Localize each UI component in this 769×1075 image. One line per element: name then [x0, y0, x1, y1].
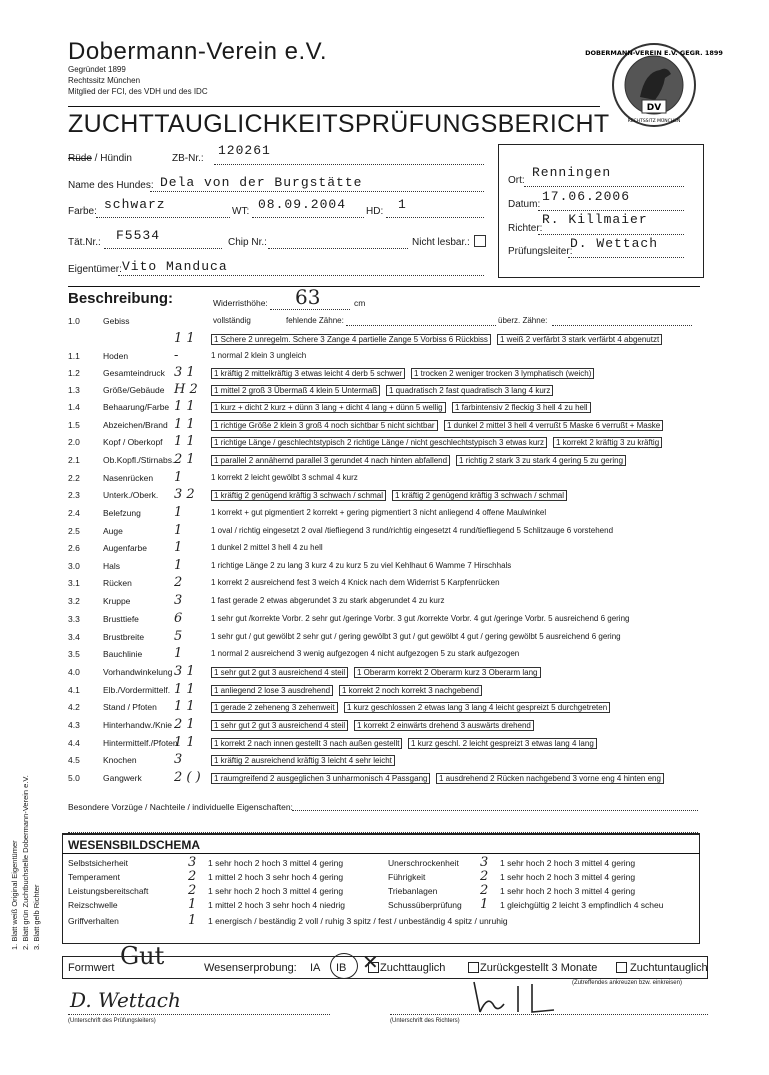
temperament-trait-options: 1 sehr hoch 2 hoch 3 mittel 4 gering	[500, 886, 636, 896]
row-handwritten-mark: 1 1	[174, 417, 195, 432]
female-option: / Hündin	[91, 153, 132, 164]
row-number: 3.5	[68, 649, 80, 659]
exam-leader-signature-label: (Unterschrift des Prüfungsleiters)	[68, 1018, 156, 1024]
owner-label: Eigentümer:	[68, 264, 122, 275]
row-options-secondary: 1 kräftig 2 genügend kräftig 3 schwach / schmal	[392, 490, 567, 501]
row-number: 2.2	[68, 473, 80, 483]
form-value-label: Formwert	[68, 962, 115, 974]
temperament-trait-mark: 1	[480, 897, 489, 912]
row-options-secondary: 1 korrekt 2 einwärts drehend 3 auswärts drehend	[354, 720, 534, 731]
temperament-trait-label: Leistungsbereitschaft	[68, 886, 149, 896]
row-number: 3.2	[68, 596, 80, 606]
tattoo-label: Tät.Nr.:	[68, 237, 101, 248]
temperament-trait-options: 1 mittel 2 hoch 3 sehr hoch 4 gering	[208, 872, 344, 882]
color-value: schwarz	[104, 197, 166, 212]
row-handwritten-mark: 1	[174, 505, 183, 520]
row-options-secondary: 1 korrekt 2 noch korrekt 3 nachgebend	[339, 685, 482, 696]
missing-teeth-label: fehlende Zähne:	[286, 316, 344, 325]
temperament-trait-label: Unerschrockenheit	[388, 858, 459, 868]
temperament-trait-options: 1 sehr hoch 2 hoch 3 mittel 4 gering	[500, 858, 636, 868]
extra-teeth-label: überz. Zähne:	[498, 316, 548, 325]
row-options-primary: 1 gerade 2 zeheneng 3 zehenweit	[211, 702, 338, 713]
row-number: 2.4	[68, 508, 80, 518]
row-number: 4.4	[68, 738, 80, 748]
deferred-checkbox[interactable]	[468, 962, 479, 973]
row-options-primary: 1 korrekt 2 leicht gewölbt 3 schmal 4 kurz	[211, 473, 358, 482]
chip-line	[268, 236, 408, 249]
row-label: Hintermittelf./Pfoten	[103, 738, 178, 748]
judge-label: Richter:	[508, 223, 543, 234]
row-label: Unterk./Oberk.	[103, 490, 159, 500]
row-label: Hals	[103, 561, 121, 571]
row-number: 4.0	[68, 667, 80, 677]
row-handwritten-mark: 1	[174, 646, 183, 661]
row-options-primary: 1 anliegend 2 lose 3 ausdrehend	[211, 685, 333, 696]
row-handwritten-mark: 1 1	[174, 434, 195, 449]
row-options-secondary: 1 dunkel 2 mittel 3 hell 4 verrußt 5 Maske 6 verrußt + Maske	[444, 420, 663, 431]
special-traits-line-2	[68, 823, 698, 833]
row-options-primary: 1 kräftig 2 genügend kräftig 3 schwach / schmal	[211, 490, 386, 501]
zb-value: 120261	[218, 143, 271, 158]
place-label: Ort:	[508, 175, 525, 186]
row-handwritten-mark: 3 2	[174, 487, 195, 502]
row-options-secondary: 1 quadratisch 2 fast quadratisch 3 lang 4 kurz	[386, 385, 553, 396]
copy-yellow: 3. Blatt gelb Richter	[32, 884, 41, 950]
row-number: 4.3	[68, 720, 80, 730]
date-label: Datum:	[508, 199, 541, 210]
row-label: Brusttiefe	[103, 614, 139, 624]
row-options-secondary: 1 kurz geschl. 2 leicht gespreizt 3 etwas lang 4 lang	[408, 738, 597, 749]
temperament-trait-options: 1 gleichgültig 2 leicht 3 empfindlich 4 scheu	[500, 900, 664, 910]
temperament-trait-label: Griffverhalten	[68, 916, 119, 926]
row-number: 4.5	[68, 755, 80, 765]
judge-signature-label: (Unterschrift des Richters)	[390, 1018, 460, 1024]
row-handwritten-mark: 1	[174, 523, 183, 538]
male-option: Rüde	[68, 153, 92, 164]
row-options-secondary: 1 Oberarm korrekt 2 Oberarm kurz 3 Oberarm lang	[354, 667, 541, 678]
wt-value: 08.09.2004	[258, 197, 347, 212]
row-options-primary: 1 oval / richtig eingesetzt 2 oval /tiefliegend 3 rund/richtig eingesetzt 4 rund/tiefliegend 5 Schlitzauge 6 vorstehend	[211, 526, 614, 535]
org-details	[68, 64, 208, 97]
svg-text:DOBERMANN-VEREIN E.V. GEGR. 18: DOBERMANN-VEREIN E.V. GEGR. 1899	[585, 49, 723, 57]
owner-value: Vito Manduca	[122, 259, 228, 274]
temperament-trait-options: 1 mittel 2 hoch 3 sehr hoch 4 niedrig	[208, 900, 346, 910]
row-label: Hoden	[103, 351, 129, 361]
temperament-rule	[62, 853, 700, 854]
temperament-trait-mark: 3	[188, 855, 197, 870]
row-options-secondary: 1 weiß 2 verfärbt 3 stark verfärbt 4 abgenutzt	[497, 334, 662, 345]
height-unit: cm	[354, 298, 366, 308]
row-handwritten-mark: 3 1	[174, 365, 195, 380]
row-options-primary: 1 dunkel 2 mittel 3 hell 4 zu hell	[211, 543, 323, 552]
unsuitable-checkbox[interactable]	[616, 962, 627, 973]
temperament-trait-label: Selbstsicherheit	[68, 858, 129, 868]
row-handwritten-mark: 2	[174, 575, 183, 590]
check-x-icon: ✕	[362, 950, 379, 974]
row-options-primary: 1 raumgreifend 2 ausgeglichen 3 unharmonisch 4 Passgang	[211, 773, 430, 784]
row-label: Abzeichen/Brand	[103, 420, 168, 430]
row-number: 3.1	[68, 578, 80, 588]
row-options-primary: 1 korrekt 2 ausreichend fest 3 weich 4 Knick nach dem Widerrist 5 Karpfenrücken	[211, 578, 500, 587]
temperament-trait-options: 1 sehr hoch 2 hoch 3 mittel 4 gering	[208, 886, 344, 896]
row-options-primary: 1 richtige Größe 2 klein 3 groß 4 noch sichtbar 5 nicht sichtbar	[211, 420, 438, 431]
ia-option[interactable]: IA	[310, 962, 321, 974]
extra-teeth-line	[552, 316, 692, 326]
svg-text:RECHTSSITZ MÜNCHEN: RECHTSSITZ MÜNCHEN	[627, 119, 681, 124]
row-number: 2.3	[68, 490, 80, 500]
row-options-primary: 1 richtige Länge / geschlechtstypisch 2 richtige Länge / nicht geschlechtstypisch 3 etwas kurz	[211, 437, 547, 448]
row-label: Kopf / Oberkopf	[103, 437, 163, 447]
row-number: 3.0	[68, 561, 80, 571]
row-number: 2.5	[68, 526, 80, 536]
row-options-secondary: 1 ausdrehend 2 Rücken nachgebend 3 vorne eng 4 hinten eng	[436, 773, 664, 784]
org-founded: Gegründet 1899	[68, 65, 126, 74]
row-options-primary: 1 sehr gut 2 gut 3 ausreichend 4 steil	[211, 667, 348, 678]
row-options-primary: 1 korrekt 2 nach innen gestellt 3 nach außen gestellt	[211, 738, 402, 749]
row-label: Rücken	[103, 578, 132, 588]
judge-value: R. Killmaier	[542, 212, 648, 227]
copy-green: 2. Blatt grün Zuchtbuchstelle Dobermann-Verein e.V.	[21, 775, 30, 950]
row-label: Brustbreite	[103, 632, 145, 642]
special-traits-label: Besondere Vorzüge / Nachteile / individuelle Eigenschaften:	[68, 802, 293, 812]
row-handwritten-mark: 2 ( )	[174, 770, 201, 785]
row-number: 1.4	[68, 402, 80, 412]
row-options-secondary: 1 kurz geschlossen 2 etwas lang 3 lang 4 leicht gespreizt 5 durchgetreten	[344, 702, 610, 713]
row-options-primary: 1 parallel 2 annähernd parallel 3 gerundet 4 nach hinten abfallend	[211, 455, 450, 466]
temperament-trait-label: Temperament	[68, 872, 120, 882]
row-options-primary: 1 sehr gut 2 gut 3 ausreichend 4 steil	[211, 720, 348, 731]
row-number: 1.3	[68, 385, 80, 395]
row-label: Kruppe	[103, 596, 131, 606]
org-name: Dobermann-Verein e.V.	[68, 38, 328, 65]
row-number: 4.2	[68, 702, 80, 712]
row-number: 2.0	[68, 437, 80, 447]
temperament-trait-label: Triebanlagen	[388, 886, 438, 896]
row-number: 4.1	[68, 685, 80, 695]
row-number: 3.4	[68, 632, 80, 642]
teeth-complete: vollständig	[213, 316, 251, 325]
page-title: ZUCHTTAUGLICHKEITSPRÜFUNGSBERICHT	[68, 110, 610, 138]
row-handwritten-mark: 1 1	[174, 399, 195, 414]
row-number: 2.6	[68, 543, 80, 553]
row-number: 5.0	[68, 773, 80, 783]
exam-leader-label: Prüfungsleiter:	[508, 246, 573, 257]
row-options-primary: 1 fast gerade 2 etwas abgerundet 3 zu stark abgerundet 4 zu kurz	[211, 596, 445, 605]
not-readable-checkbox[interactable]	[474, 235, 486, 247]
teeth-label: Gebiss	[103, 316, 130, 326]
row-handwritten-mark: 1	[174, 540, 183, 555]
row-label: Belefzung	[103, 508, 141, 518]
temperament-trait-label: Führigkeit	[388, 872, 426, 882]
temperament-trait-mark: 2	[188, 869, 197, 884]
row-handwritten-mark: -	[174, 348, 179, 363]
temperament-trait-mark: 1	[188, 913, 197, 928]
row-handwritten-mark: 1	[174, 470, 183, 485]
row-options-secondary: 1 farbintensiv 2 fleckig 3 hell 4 zu hell	[452, 402, 591, 413]
deferred-label: Zurückgestellt 3 Monate	[480, 962, 598, 974]
hd-value: 1	[398, 197, 407, 212]
missing-teeth-line	[346, 316, 496, 326]
form-value: Gut	[120, 942, 165, 970]
row-options-primary: 1 kräftig 2 ausreichend kräftig 3 leicht 4 sehr leicht	[211, 755, 395, 766]
row-handwritten-mark: 1 1	[174, 331, 195, 346]
row-options-primary: 1 kurz + dicht 2 kurz + dünn 3 lang + dicht 4 lang + dünn 5 wellig	[211, 402, 446, 413]
org-seat: Rechtssitz München	[68, 76, 141, 85]
row-label: Bauchlinie	[103, 649, 143, 659]
svg-text:DV: DV	[646, 103, 662, 113]
wt-label: WT:	[232, 206, 250, 217]
tattoo-value: F5534	[116, 228, 161, 243]
chip-label: Chip Nr.:	[228, 237, 267, 248]
row-handwritten-mark: 2 1	[174, 717, 195, 732]
row-label: Größe/Gebäude	[103, 385, 165, 395]
row-handwritten-mark: 2 1	[174, 452, 195, 467]
height-value: 63	[295, 285, 321, 309]
row-label: Ob.Kopfl./Stirnabs.	[103, 455, 175, 465]
header-rule	[68, 106, 600, 107]
row-handwritten-mark: 1 1	[174, 699, 195, 714]
row-label: Gesamteindruck	[103, 368, 165, 378]
row-options-primary: 1 korrekt + gut pigmentiert 2 korrekt + gering pigmentiert 3 nicht anliegend 4 offene Maulwinkel	[211, 508, 547, 517]
row-options-secondary: 1 trocken 2 weniger trocken 3 lymphatisch (weich)	[411, 368, 594, 379]
exam-leader-signature-line	[68, 1010, 330, 1015]
row-number: 2.1	[68, 455, 80, 465]
club-seal-logo	[585, 42, 723, 128]
exam-leader-value: D. Wettach	[570, 236, 659, 251]
unsuitable-label: Zuchtuntauglich	[630, 962, 708, 974]
row-label: Elb./Vordermittelf.	[103, 685, 171, 695]
temperament-trait-options: 1 sehr hoch 2 hoch 3 mittel 4 gering	[500, 872, 636, 882]
row-options-secondary: 1 richtig 2 stark 3 zu stark 4 gering 5 zu gering	[456, 455, 626, 466]
row-label: Augenfarbe	[103, 543, 147, 553]
date-value: 17.06.2006	[542, 189, 631, 204]
row-label: Vorhandwinkelung	[103, 667, 173, 677]
row-handwritten-mark: 1 1	[174, 735, 195, 750]
temperament-heading: WESENSBILDSCHEMA	[68, 838, 201, 852]
row-options-primary: 1 richtige Länge 2 zu lang 3 kurz 4 zu kurz 5 zu viel Kehlhaut 6 Wamme 7 Hirschhals	[211, 561, 512, 570]
color-label: Farbe:	[68, 206, 97, 217]
special-traits-line	[292, 801, 698, 811]
row-label: Hinterhandw./Knie	[103, 720, 172, 730]
row-number: 3.3	[68, 614, 80, 624]
temperament-test-label: Wesenserprobung:	[204, 962, 297, 974]
row-handwritten-mark: 3 1	[174, 664, 195, 679]
temperament-trait-mark: 1	[188, 897, 197, 912]
temperament-trait-label: Schussüberprüfung	[388, 900, 462, 910]
temperament-trait-label: Reizschwelle	[68, 900, 118, 910]
row-handwritten-mark: 3	[174, 593, 183, 608]
ib-option[interactable]: IB	[336, 962, 347, 974]
row-options-primary: 1 normal 2 klein 3 ungleich	[211, 351, 307, 360]
row-handwritten-mark: 3	[174, 752, 183, 767]
sex-field	[68, 153, 132, 164]
temperament-trait-mark: 3	[480, 855, 489, 870]
org-membership: Mitglied der FCI, des VDH und des IDC	[68, 87, 208, 96]
row-handwritten-mark: 1	[174, 558, 183, 573]
row-label: Gangwerk	[103, 773, 142, 783]
row-options-primary: 1 sehr gut /korrekte Vorbr. 2 sehr gut /geringe Vorbr. 3 gut /korrekte Vorbr. 4 gut /geringe Vorbr. 5 ausreichend 6 gering	[211, 614, 630, 623]
row-label: Behaarung/Farbe	[103, 402, 170, 412]
place-value: Renningen	[532, 165, 612, 180]
exam-leader-signature: D. Wettach	[70, 988, 181, 1012]
copy-white: 1. Blatt weiß Original Eigentümer	[10, 840, 19, 950]
row-number: 1.2	[68, 368, 80, 378]
instruction-note: (Zutreffendes ankreuzen bzw. einkreisen)	[572, 980, 682, 986]
row-label: Knochen	[103, 755, 137, 765]
not-readable-label: Nicht lesbar.:	[412, 237, 470, 248]
dog-name-value: Dela von der Burgstätte	[160, 175, 363, 190]
row-options-primary: 1 sehr gut / gut gewölbt 2 sehr gut / gering gewölbt 3 gut / gut gewölbt 4 gut / gering gewölbt 5 ausreichend 6 gering	[211, 632, 621, 641]
breeding-suitable-label: Zuchttauglich	[380, 962, 446, 974]
temperament-trait-mark: 2	[480, 883, 489, 898]
judge-signature-line	[390, 1010, 708, 1015]
row-options-primary: 1 normal 2 ausreichend 3 wenig aufgezogen 4 nicht aufgezogen 5 zu stark aufgezogen	[211, 649, 520, 658]
description-heading: Beschreibung:	[68, 290, 174, 307]
row-number: 1.5	[68, 420, 80, 430]
row-number: 1.1	[68, 351, 80, 361]
row-handwritten-mark: 6	[174, 611, 183, 626]
temperament-trait-options: 1 energisch / beständig 2 voll / ruhig 3 spitz / fest / unbeständig 4 spitz / unruhig	[208, 916, 508, 926]
row-handwritten-mark: H 2	[174, 382, 198, 397]
dog-name-label: Name des Hundes:	[68, 180, 154, 191]
row-label: Nasenrücken	[103, 473, 154, 483]
row-label: Stand / Pfoten	[103, 702, 157, 712]
zb-label: ZB-Nr.:	[172, 153, 204, 164]
row-options-primary: 1 mittel 2 groß 3 Übermaß 4 klein 5 Untermaß	[211, 385, 380, 396]
row-options-secondary: 1 korrekt 2 kräftig 3 zu kräftig	[553, 437, 662, 448]
height-label: Widerristhöhe:	[213, 298, 268, 308]
temperament-trait-mark: 2	[188, 883, 197, 898]
section-rule	[68, 286, 700, 287]
row-handwritten-mark: 5	[174, 629, 183, 644]
temperament-trait-mark: 2	[480, 869, 489, 884]
temperament-trait-options: 1 sehr hoch 2 hoch 3 mittel 4 gering	[208, 858, 344, 868]
row-label: Auge	[103, 526, 123, 536]
row-options-primary: 1 kräftig 2 mittelkräftig 3 etwas leicht 4 derb 5 schwer	[211, 368, 405, 379]
row-options-primary: 1 Schere 2 unregelm. Schere 3 Zange 4 partielle Zange 5 Vorbiss 6 Rückbiss	[211, 334, 491, 345]
row-handwritten-mark: 1 1	[174, 682, 195, 697]
copy-distribution-note	[10, 775, 50, 1075]
hd-label: HD:	[366, 206, 384, 217]
teeth-number: 1.0	[68, 316, 80, 326]
